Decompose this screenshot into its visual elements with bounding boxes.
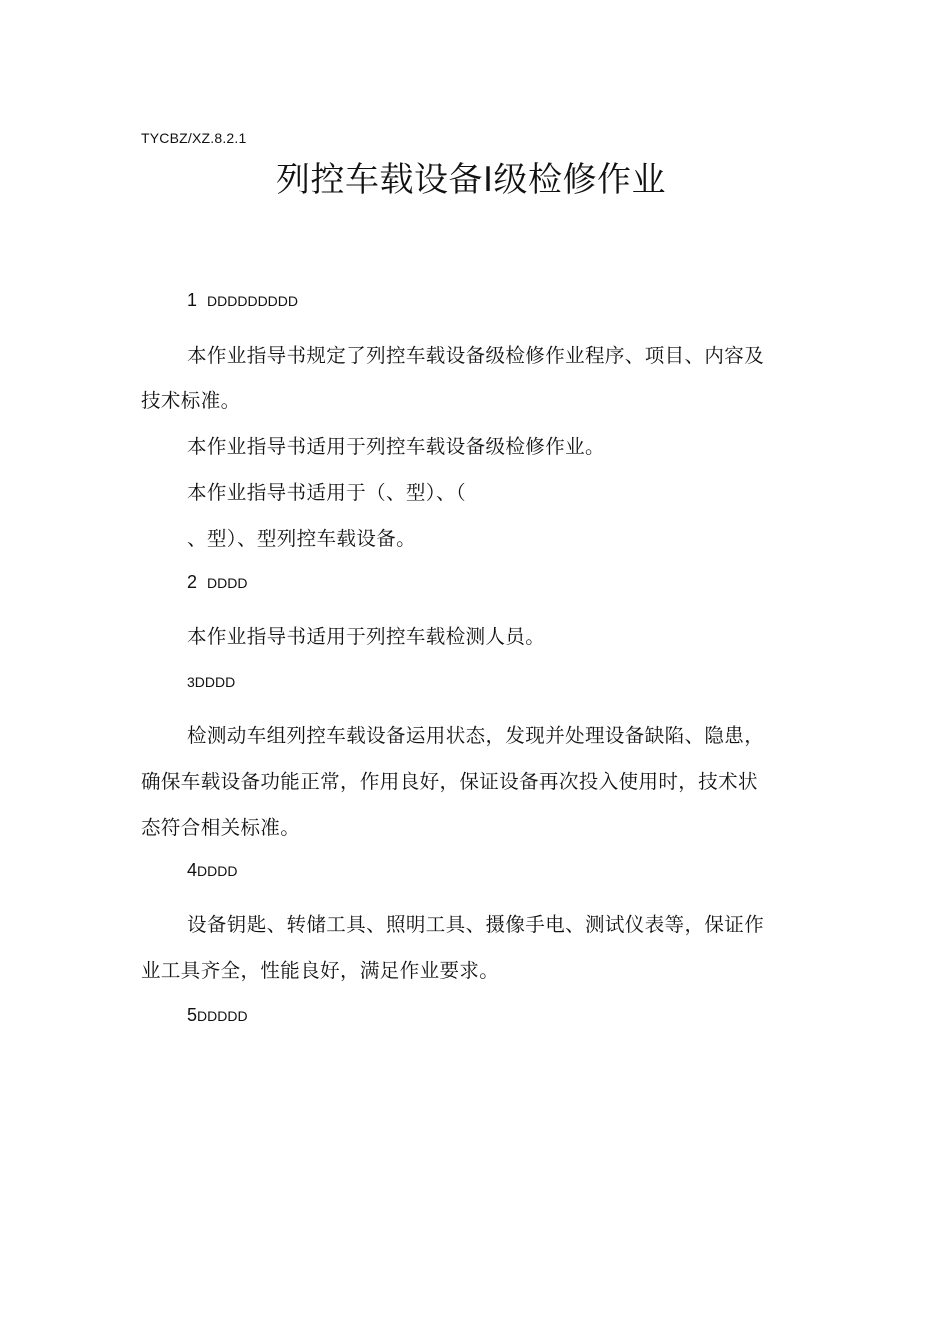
- paragraph-line: 技术标准。: [141, 389, 241, 412]
- paragraph-line: 本作业指导书适用于列控车载检测人员。: [187, 625, 546, 648]
- section-title: DDDD: [194, 674, 236, 690]
- paragraph-line: 确保车载设备功能正常，作用良好，保证设备再次投入使用时，技术状: [141, 770, 758, 793]
- paragraph-line: 本作业指导书适用于（、型）、（: [187, 481, 467, 504]
- paragraph-line: 态符合相关标准。: [141, 816, 301, 839]
- section-heading: [187, 290, 298, 311]
- section-number: 3: [187, 674, 195, 690]
- paragraph-line: 本作业指导书规定了列控车载设备级检修作业程序、项目、内容及: [187, 344, 765, 367]
- paragraph-line: 设备钥匙、转储工具、照明工具、摄像手电、测试仪表等，保证作: [187, 913, 765, 936]
- section-title: DDDDDDDDD: [207, 293, 299, 309]
- paragraph-line: 检测动车组列控车载设备运用状态，发现并处理设备缺陷、隐患，: [187, 724, 765, 747]
- paragraph-line: 、型）、型列控车载设备。: [187, 527, 417, 550]
- section-heading: [187, 860, 237, 881]
- section-title: DDDDD: [197, 1008, 248, 1024]
- section-number: 4: [187, 860, 198, 880]
- section-heading: [187, 572, 247, 593]
- section-number: 2: [187, 572, 198, 592]
- section-heading: [187, 1005, 248, 1026]
- section-heading: [187, 674, 235, 690]
- section-title: DDDD: [207, 575, 248, 591]
- section-number: 1: [187, 290, 198, 310]
- paragraph-line: 本作业指导书适用于列控车载设备级检修作业。: [187, 435, 605, 458]
- section-title: DDDD: [197, 863, 238, 879]
- document-title: 列控车载设备Ⅰ级检修作业: [276, 160, 667, 200]
- section-number: 5: [187, 1005, 198, 1025]
- paragraph-line: 业工具齐全，性能良好，满足作业要求。: [141, 959, 500, 982]
- document-code: TYCBZ/XZ.8.2.1: [141, 130, 247, 146]
